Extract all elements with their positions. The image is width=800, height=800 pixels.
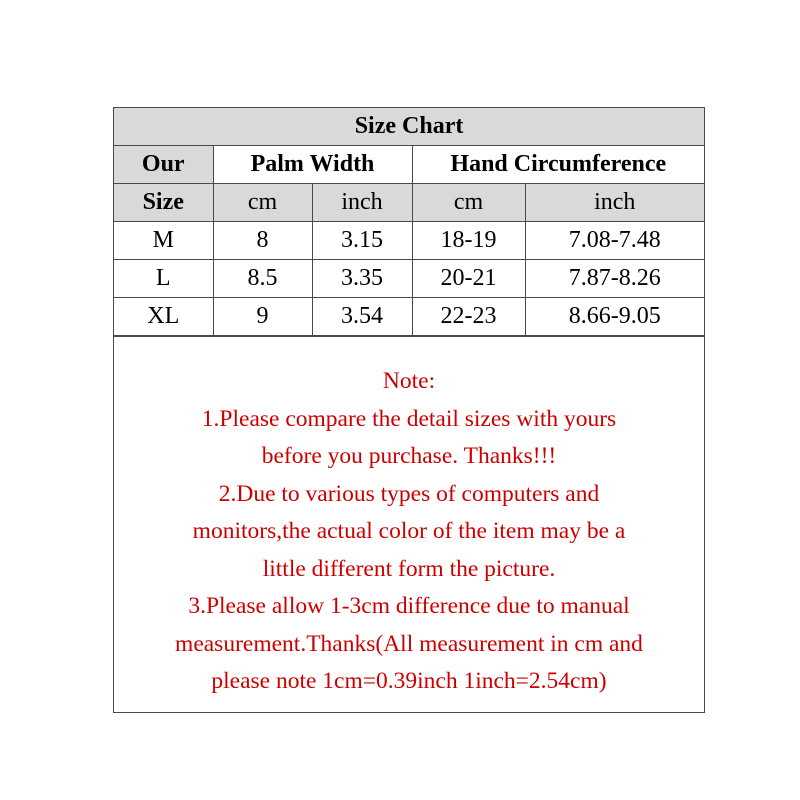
note-line: 1.Please compare the detail sizes with yours: [201, 405, 617, 432]
our-size-header-line1: Our: [114, 146, 213, 184]
size-table: [114, 108, 704, 336]
note-line: please note 1cm=0.39inch 1inch=2.54cm): [211, 668, 607, 694]
palm-cm-cell: 8.5: [213, 260, 312, 298]
size-cell: L: [114, 260, 213, 298]
notes-section: [114, 336, 704, 701]
our-size-header-line2: Size: [114, 184, 213, 222]
hand-inch-cell: 8.66-9.05: [525, 298, 704, 336]
palm-cm-cell: 8: [213, 222, 312, 260]
palm-cm-unit: cm: [213, 184, 312, 222]
table-row: [114, 260, 704, 298]
palm-inch-cell: 3.35: [312, 260, 412, 298]
palm-cm-cell: 9: [213, 298, 312, 336]
note-line: little different form the picture.: [262, 555, 556, 582]
palm-inch-cell: 3.54: [312, 298, 412, 336]
note-heading: Note:: [382, 368, 436, 394]
note-line: before you purchase. Thanks!!!: [261, 443, 557, 469]
palm-width-header: Palm Width: [213, 146, 412, 184]
chart-title: Size Chart: [114, 108, 704, 146]
table-row: [114, 222, 704, 260]
table-row: [114, 298, 704, 336]
unit-row: [114, 184, 704, 222]
hand-inch-cell: 7.08-7.48: [525, 222, 704, 260]
hand-cm-cell: 18-19: [412, 222, 525, 260]
palm-inch-cell: 3.15: [312, 222, 412, 260]
palm-inch-unit: inch: [312, 184, 412, 222]
hand-inch-cell: 7.87-8.26: [525, 260, 704, 298]
size-chart: [113, 107, 705, 713]
hand-inch-unit: inch: [525, 184, 704, 222]
hand-cm-unit: cm: [412, 184, 525, 222]
header-row: [114, 146, 704, 184]
note-line: measurement.Thanks(All measurement in cm and: [175, 630, 643, 657]
hand-circumference-header: Hand Circumference: [412, 146, 704, 184]
title-row: [114, 108, 704, 146]
note-line: 3.Please allow 1-3cm difference due to manual: [188, 593, 630, 619]
size-cell: M: [114, 222, 213, 260]
hand-cm-cell: 20-21: [412, 260, 525, 298]
note-line: 2.Due to various types of computers and: [218, 480, 600, 507]
size-cell: XL: [114, 298, 213, 336]
note-line: monitors,the actual color of the item may be a: [192, 518, 626, 544]
hand-cm-cell: 22-23: [412, 298, 525, 336]
